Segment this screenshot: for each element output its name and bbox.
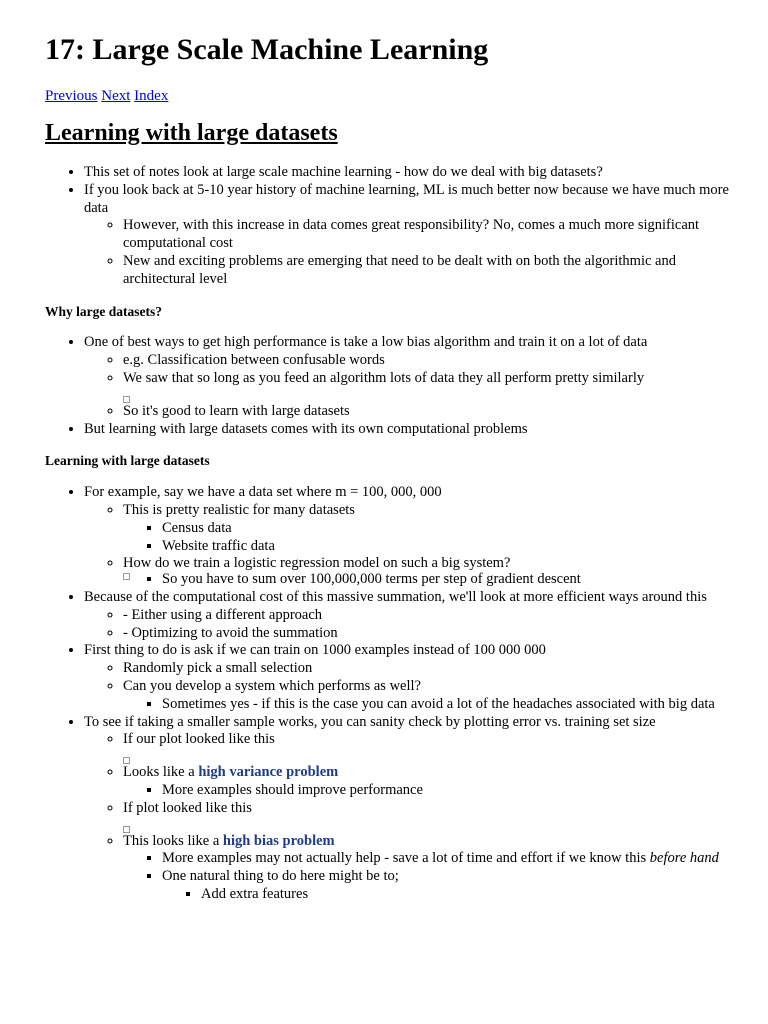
- list-item: ◦ We saw that so long as you feed an algorithm lots of data they all perform pretty similarly: [123, 370, 735, 403]
- previous-link[interactable]: Previous: [45, 88, 98, 104]
- why-list: [45, 334, 735, 438]
- list-item: • If you look back at 5-10 year history of machine learning, ML is much better now because we have much more data ◦ However, with this increase in data comes great responsibility? No, comes a much more significant computational cost ◦ New and exciting problems are emerging that need to be dealt with on both the algorithmic and architectural level: [84, 182, 735, 289]
- list-item: ◦ - Optimizing to avoid the summation: [123, 625, 735, 643]
- list-item: • To see if taking a smaller sample works, you can sanity check by plotting error vs. training set size ◦ If our plot looked like this ◦ Looks like a high variance problem ▪ More examples should improve performance ◦ If plot looked like this ◦ This looks like a high bias problem ▪ More examples may not actually help - save a lot of time and effort if we know this before hand ▪ One natural thing to do here might be to; ▪ Add extra features: [84, 714, 735, 904]
- list-item: ▪ One natural thing to do here might be to; ▪ Add extra features: [162, 868, 735, 904]
- list-item: • This set of notes look at large scale machine learning - how do we deal with big datasets?: [84, 164, 735, 182]
- list-item: ◦ However, with this increase in data comes great responsibility? No, comes a much more significant computational cost: [123, 217, 735, 253]
- image-placeholder-icon: [123, 396, 130, 403]
- list-item: ◦ Can you develop a system which performs as well? ▪ Sometimes yes - if this is the case you can avoid a lot of the headaches associated with big data: [123, 678, 735, 714]
- list-item: ▪ So you have to sum over 100,000,000 terms per step of gradient descent: [162, 571, 735, 589]
- list-item: ▪ More examples should improve performance: [162, 782, 735, 800]
- intro-list: [45, 164, 735, 289]
- list-item: • Because of the computational cost of this massive summation, we'll look at more efficient ways around this ◦ - Either using a different approach ◦ - Optimizing to avoid the summation: [84, 589, 735, 642]
- list-item: ◦ How do we train a logistic regression model on such a big system? ▪ So you have to sum over 100,000,000 terms per step of gradient descent: [123, 555, 735, 589]
- image-placeholder-icon: [123, 757, 130, 764]
- content: [45, 164, 735, 904]
- learn-heading: Learning with large datasets: [45, 453, 210, 469]
- nav-links: [45, 88, 168, 105]
- section-title: Learning with large datasets: [45, 120, 338, 146]
- list-item: • But learning with large datasets comes with its own computational problems: [84, 421, 735, 439]
- list-item: ◦ e.g. Classification between confusable words: [123, 352, 735, 370]
- next-link[interactable]: Next: [101, 88, 131, 104]
- image-placeholder-icon: [123, 826, 130, 833]
- why-heading: Why large datasets?: [45, 303, 162, 319]
- list-item: • For example, say we have a data set where m = 100, 000, 000 ◦ This is pretty realistic for many datasets ▪ Census data ▪ Website traffic data ◦ How do we train a logistic regression model on such a big system? ▪ So you have to sum over 100,000,000 terms per step of gradient descent: [84, 484, 735, 589]
- learn-list: [45, 484, 735, 904]
- list-item: ▪ More examples may not actually help - save a lot of time and effort if we know this before hand: [162, 850, 735, 868]
- list-item: ▪ Website traffic data: [162, 538, 735, 556]
- highlight-term: high bias problem: [222, 832, 335, 849]
- list-item: ◦ - Either using a different approach: [123, 607, 735, 625]
- list-item: ◦ If plot looked like this: [123, 800, 735, 833]
- list-item: ▪ Census data: [162, 520, 735, 538]
- list-item: • One of best ways to get high performance is take a low bias algorithm and train it on a lot of data ◦ e.g. Classification between confusable words ◦ We saw that so long as you feed an algorithm lots of data they all perform pretty similarly ◦ So it's good to learn with large datasets: [84, 334, 735, 420]
- list-item: • First thing to do is ask if we can train on 1000 examples instead of 100 000 000 ◦ Randomly pick a small selection ◦ Can you develop a system which performs as well? ▪ Sometimes yes - if this is the case you can avoid a lot of the headaches associated with big data: [84, 642, 735, 713]
- list-item: ◦ Looks like a high variance problem ▪ More examples should improve performance: [123, 764, 735, 800]
- list-item: ▪ Add extra features: [201, 886, 735, 904]
- list-item: ◦ New and exciting problems are emerging that need to be dealt with on both the algorithmic and architectural level: [123, 253, 735, 289]
- page-title: 17: Large Scale Machine Learning: [45, 33, 489, 66]
- highlight-term: high variance problem: [198, 764, 339, 781]
- list-item: ◦ So it's good to learn with large datasets: [123, 403, 735, 421]
- list-item: ◦ This looks like a high bias problem ▪ More examples may not actually help - save a lot of time and effort if we know this before hand ▪ One natural thing to do here might be to; ▪ Add extra features: [123, 833, 735, 904]
- index-link[interactable]: Index: [134, 88, 169, 104]
- list-item: ◦ Randomly pick a small selection: [123, 660, 735, 678]
- list-item: ◦ This is pretty realistic for many datasets ▪ Census data ▪ Website traffic data: [123, 502, 735, 555]
- list-item: ◦ If our plot looked like this: [123, 731, 735, 764]
- list-item: ▪ Sometimes yes - if this is the case you can avoid a lot of the headaches associated with big data: [162, 696, 735, 714]
